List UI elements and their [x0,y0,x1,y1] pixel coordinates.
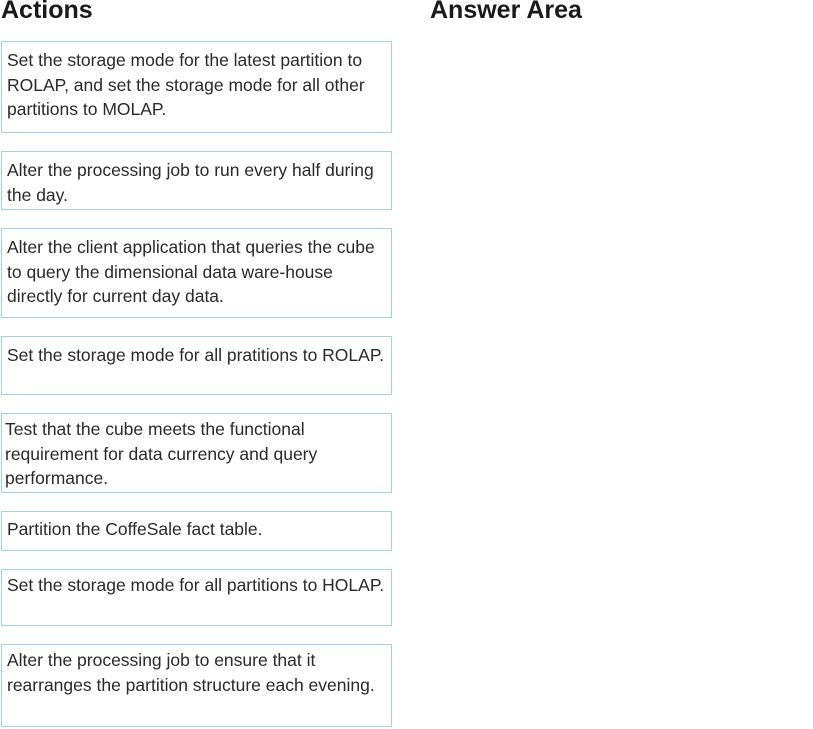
answer-area-heading: Answer Area [430,0,582,24]
action-item-label: Set the storage mode for the latest partition to ROLAP, and set the storage mode for all other partitions to MOLAP. [7,50,365,119]
answer-area-dropzone[interactable] [430,40,810,726]
action-item-storage-all-holap[interactable] [1,569,392,626]
action-item-label: Alter the client application that queries the cube to query the dimensional data ware-house directly for current day data. [7,237,375,306]
action-item-client-query-warehouse[interactable] [1,228,392,318]
action-item-processing-job-half-day[interactable] [1,151,392,210]
action-item-storage-rolap-latest-molap-others[interactable] [1,41,392,133]
action-item-label: Set the storage mode for all partitions to HOLAP. [7,575,385,595]
action-item-partition-fact-table[interactable] [1,511,392,551]
action-item-test-cube[interactable] [1,413,392,493]
action-item-storage-all-rolap[interactable] [1,336,392,395]
actions-heading: Actions [1,0,93,24]
action-item-label: Alter the processing job to run every half during the day. [7,160,374,205]
action-item-label: Partition the CoffeSale fact table. [7,519,263,539]
action-item-label: Alter the processing job to ensure that it rearranges the partition structure each evening. [7,650,375,695]
action-item-label: Set the storage mode for all pratitions to ROLAP. [7,345,385,365]
action-item-label: Test that the cube meets the functional requirement for data currency and query performance. [5,419,318,488]
action-item-processing-job-rearrange[interactable] [1,644,392,727]
